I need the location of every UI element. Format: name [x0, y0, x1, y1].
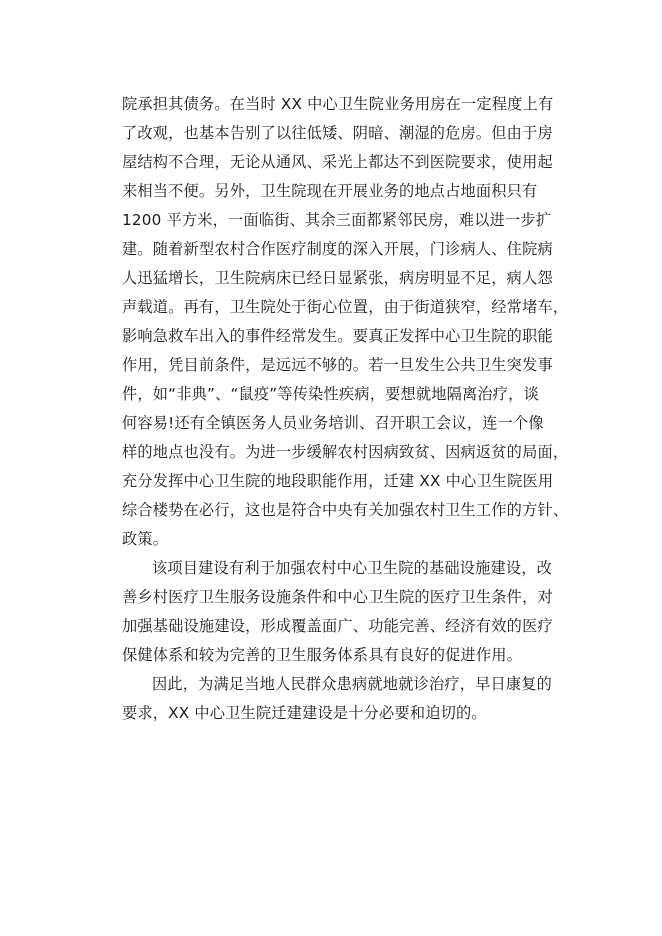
text-line: 屋结构不合理，无论从通风、采光上都达不到医院要求，使用起	[122, 153, 553, 171]
text-line: 政策。	[122, 530, 169, 548]
text-line: 加强基础设施建设，形成覆盖面广、功能完善、经济有效的医疗	[122, 617, 553, 635]
text-line: 建。随着新型农村合作医疗制度的深入开展，门诊病人、住院病	[122, 240, 553, 258]
text-line: 何容易!还有全镇医务人员业务培训、召开职工会议，连一个像	[122, 414, 544, 432]
paragraph-3	[122, 670, 552, 728]
text-line: 人迅猛增长，卫生院病床已经日显紧张，病房明显不足，病人怨	[122, 269, 553, 287]
text-line: 件，如“非典”、“鼠疫”等传染性疾病，要想就地隔离治疗，谈	[122, 385, 539, 403]
text-line: 院承担其债务。在当时 XX 中心卫生院业务用房在一定程度上有	[122, 95, 554, 113]
text-line: 要求，XX 中心卫生院迁建建设是十分必要和迫切的。	[122, 704, 487, 722]
text-line: 样的地点也没有。为进一步缓解农村因病致贫、因病返贫的局面，	[122, 443, 569, 461]
text-line: 1200 平方米，一面临街、其余三面都紧邻民房，难以进一步扩	[122, 211, 552, 229]
text-line: 来相当不便。另外，卫生院现在开展业务的地点占地面积只有	[122, 182, 538, 200]
text-line: 影响急救车出入的事件经常发生。要真正发挥中心卫生院的职能	[122, 327, 553, 345]
text-line: 综合楼势在必行，这也是符合中央有关加强农村卫生工作的方针、	[122, 501, 569, 519]
text-line: 保健体系和较为完善的卫生服务体系具有良好的促进作用。	[122, 646, 523, 664]
text-line: 善乡村医疗卫生服务设施条件和中心卫生院的医疗卫生条件，对	[122, 588, 553, 606]
text-line: 声载道。再有，卫生院处于街心位置，由于街道狭窄，经常堵车，	[122, 298, 569, 316]
text-line-indented: 该项目建设有利于加强农村中心卫生院的基础设施建设，改	[152, 559, 553, 577]
paragraph-1	[122, 90, 569, 554]
text-line: 作用，凭目前条件，是远远不够的。若一旦发生公共卫生突发事	[122, 356, 553, 374]
document-body	[122, 90, 569, 728]
text-line-indented: 因此，为满足当地人民群众患病就地就诊治疗，早日康复的	[152, 675, 553, 693]
text-line: 了改观，也基本告别了以往低矮、阴暗、潮湿的危房。但由于房	[122, 124, 553, 142]
paragraph-2	[122, 554, 552, 670]
text-line: 充分发挥中心卫生院的地段职能作用，迁建 XX 中心卫生院医用	[122, 472, 554, 490]
